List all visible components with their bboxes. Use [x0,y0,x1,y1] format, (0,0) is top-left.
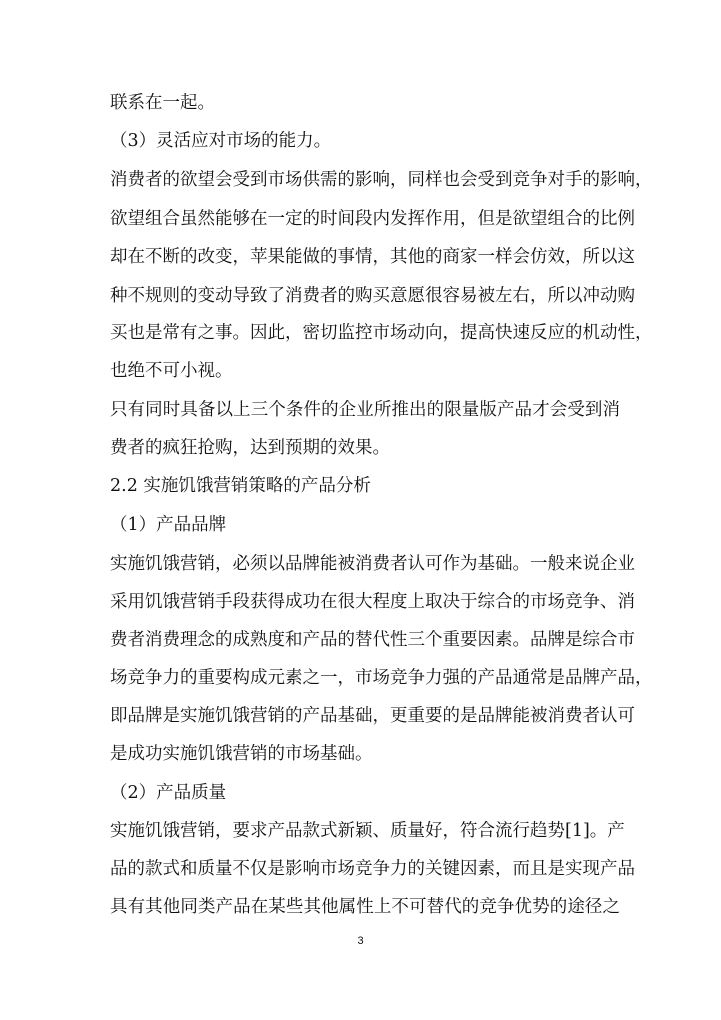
page-number: 3 [357,935,364,947]
text-line: 消费者的欲望会受到市场供需的影响，同样也会受到竞争对手的影响， [110,170,653,190]
text-line: 具有其他同类产品在某些其他属性上不可替代的竞争优势的途径之 [110,897,620,917]
text-line: 采用饥饿营销手段获得成功在很大程度上取决于综合的市场竞争、消 [110,592,635,612]
text-line: 是成功实施饥饿营销的市场基础。 [110,744,373,764]
text-line: 场竞争力的重要构成元素之一，市场竞争力强的产品通常是品牌产品， [110,668,653,688]
subsection-heading-quality: （2）产品质量 [110,783,227,803]
text-line: 即品牌是实施饥饿营销的产品基础，更重要的是品牌能被消费者认可 [110,706,635,726]
section-heading-2-2: 2.2 实施饥饿营销策略的产品分析 [110,476,371,496]
text-line: 买也是常有之事。因此，密切监控市场动向，提高快速反应的机动性， [110,323,653,343]
text-line: 只有同时具备以上三个条件的企业所推出的限量版产品才会受到消 [110,400,620,420]
text-line: 费者消费理念的成熟度和产品的替代性三个重要因素。品牌是综合市 [110,630,635,650]
text-line: 实施饥饿营销，必须以品牌能被消费者认可作为基础。一般来说企业 [110,554,635,574]
text-line: 联系在一起。 [110,93,215,113]
text-line: 品的款式和质量不仅是影响市场竞争力的关键因素，而且是实现产品 [110,859,635,879]
subsection-heading-brand: （1）产品品牌 [110,515,227,535]
section-heading-3: （3）灵活应对市场的能力。 [110,131,332,151]
text-line: 却在不断的改变，苹果能做的事情，其他的商家一样会仿效，所以这 [110,247,635,267]
text-line: 费者的疯狂抢购，达到预期的效果。 [110,438,390,458]
text-line: 实施饥饿营销，要求产品款式新颖、质量好，符合流行趋势[1]。产 [110,821,625,841]
text-line: 欲望组合虽然能够在一定的时间段内发挥作用，但是欲望组合的比例 [110,209,635,229]
text-line: 种不规则的变动导致了消费者的购买意愿很容易被左右，所以冲动购 [110,286,635,306]
text-line: 也绝不可小视。 [110,361,233,381]
